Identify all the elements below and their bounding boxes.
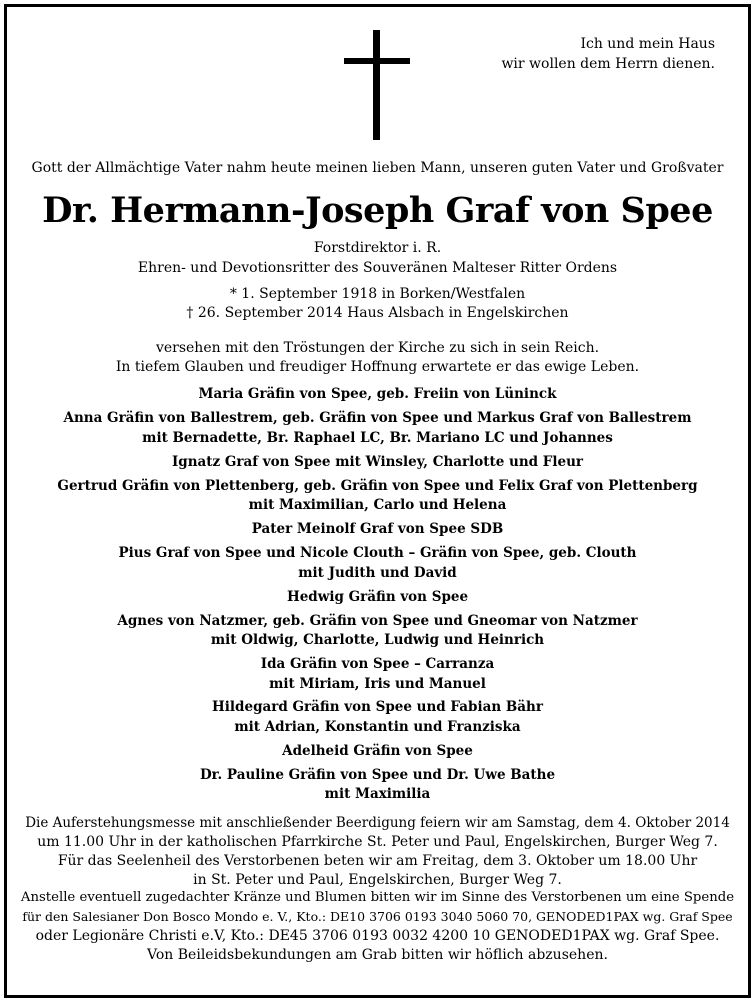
motto-line: wir wollen dem Herrn dienen.: [501, 56, 715, 72]
mourner-line: Agnes von Natzmer, geb. Gräfin von Spee und Gneomar von Natzmer: [117, 613, 638, 629]
motto: [415, 34, 715, 74]
passage-line: In tiefem Glauben und freudiger Hoffnung erwartete er das ewige Leben.: [115, 359, 640, 375]
mourner-line: Pater Meinolf Graf von Spee SDB: [251, 521, 504, 537]
title-line: Ehren- und Devotionsritter des Souveränen Malteser Ritter Ordens: [137, 260, 618, 276]
footer-line: oder Legionäre Christi e.V, Kto.: DE45 3706 0193 0032 4200 10 GENODED1PAX wg. Graf Spee.: [35, 928, 720, 944]
death-date: † 26. September 2014 Haus Alsbach in Engelskirchen: [186, 305, 569, 321]
mourner-line: Hedwig Gräfin von Spee: [286, 589, 469, 605]
mourner-line: mit Oldwig, Charlotte, Ludwig und Heinrich: [210, 632, 545, 648]
footer-line: Für das Seelenheil des Verstorbenen beten wir am Freitag, dem 3. Oktober um 18.00 Uhr: [57, 853, 698, 869]
title-line: Forstdirektor i. R.: [313, 240, 442, 256]
intro-text: Gott der Allmächtige Vater nahm heute meinen lieben Mann, unseren guten Vater und Großvater: [31, 160, 724, 176]
footer-line: in St. Peter und Paul, Engelskirchen, Burger Weg 7.: [193, 872, 562, 888]
mourner-line: Hildegard Gräfin von Spee und Fabian Bähr: [212, 699, 543, 715]
mourner-line: Gertrud Gräfin von Plettenberg, geb. Gräfin von Spee und Felix Graf von Plettenberg: [57, 478, 698, 494]
mourner-line: mit Miriam, Iris und Manuel: [269, 676, 486, 692]
mourner-line: mit Judith und David: [298, 565, 457, 581]
footer-line: Anstelle eventuell zugedachter Kränze und Blumen bitten wir im Sinne des Verstorbenen um eine Spende: [20, 890, 735, 905]
mourner-line: Maria Gräfin von Spee, geb. Freiin von Lüninck: [198, 386, 557, 402]
footer-line: Von Beileidsbekundungen am Grab bitten wir höflich abzusehen.: [147, 947, 608, 963]
passage-line: versehen mit den Tröstungen der Kirche zu sich in sein Reich.: [155, 340, 600, 356]
birth-date: * 1. September 1918 in Borken/Westfalen: [229, 286, 526, 302]
mourner-line: mit Maximilian, Carlo und Helena: [248, 497, 507, 513]
mourner-line: Dr. Pauline Gräfin von Spee und Dr. Uwe Bathe: [199, 767, 556, 783]
mourner-line: mit Maximilia: [324, 786, 431, 802]
mourner-line: Anna Gräfin von Ballestrem, geb. Gräfin von Spee und Markus Graf von Ballestrem: [63, 410, 692, 426]
mourner-line: Adelheid Gräfin von Spee: [282, 743, 473, 759]
footer-line: Die Auferstehungsmesse mit anschließender Beerdigung feiern wir am Samstag, dem 4. Oktober 2014: [25, 815, 730, 831]
mourner-line: mit Adrian, Konstantin und Franziska: [234, 719, 521, 735]
footer-line: um 11.00 Uhr in der katholischen Pfarrkirche St. Peter und Paul, Engelskirchen, Burger Weg 7.: [37, 834, 718, 850]
mourner-line: Ignatz Graf von Spee mit Winsley, Charlotte und Fleur: [171, 454, 584, 470]
motto-line: Ich und mein Haus: [580, 36, 715, 52]
footer-line: für den Salesianer Don Bosco Mondo e. V., Kto.: DE10 3706 0193 3040 5060 70, GENODED1PAX wg. Graf Spee: [22, 909, 733, 924]
deceased-name: Dr. Hermann-Joseph Graf von Spee: [42, 190, 713, 231]
mourner-line: Ida Gräfin von Spee – Carranza: [260, 656, 495, 672]
mourner-line: mit Bernadette, Br. Raphael LC, Br. Mariano LC und Johannes: [142, 430, 613, 446]
cross-icon: [340, 30, 414, 140]
mourner-line: Pius Graf von Spee und Nicole Clouth – Gräfin von Spee, geb. Clouth: [118, 545, 637, 561]
